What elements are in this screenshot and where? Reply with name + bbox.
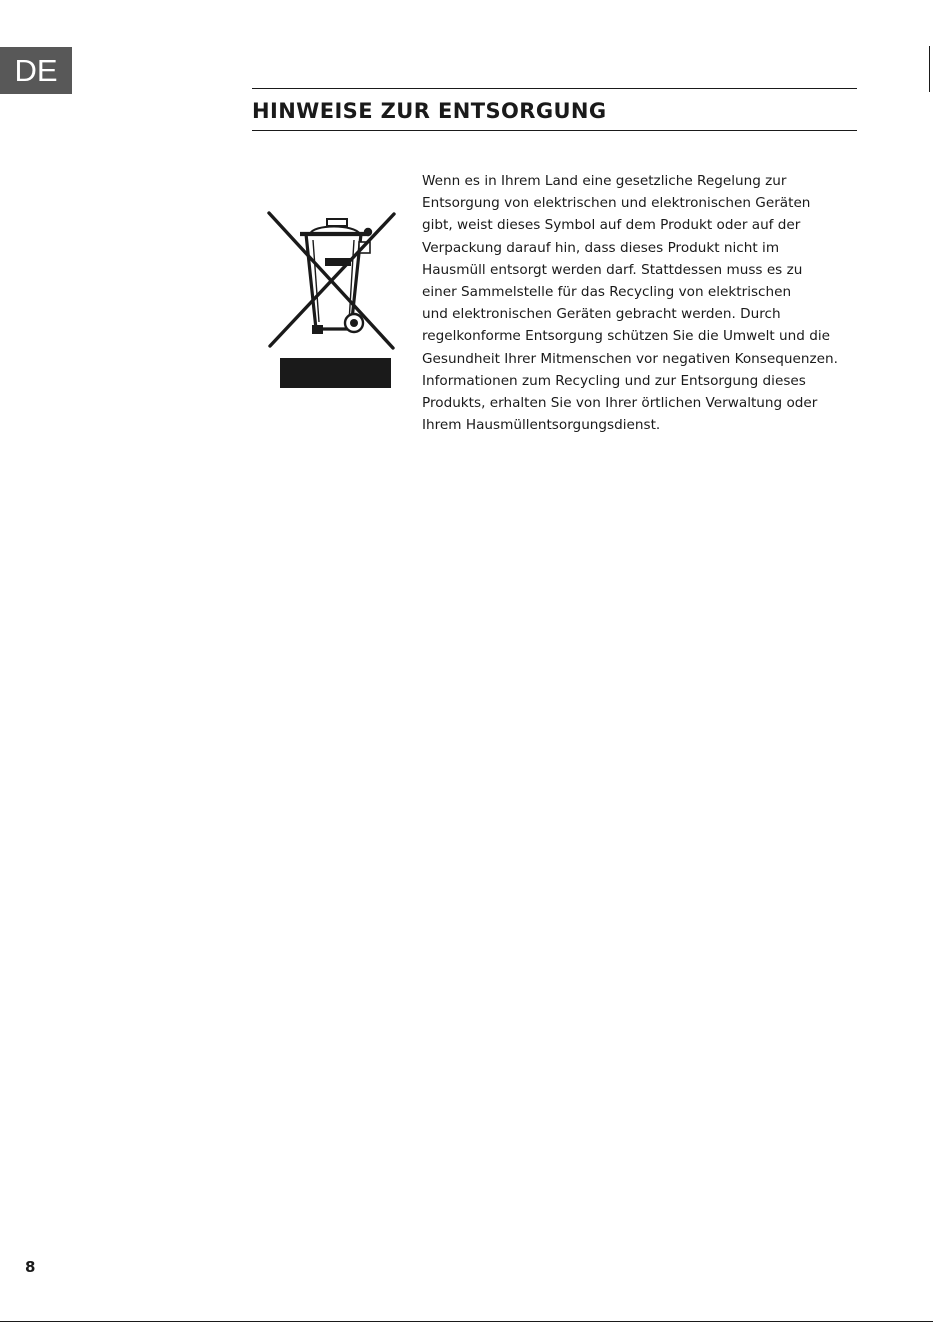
page-number: 8 [25, 1258, 36, 1276]
section-title: HINWEISE ZUR ENTSORGUNG [252, 99, 607, 123]
title-rule-top [252, 88, 857, 89]
text-line: Entsorgung von elektrischen und elektronischen Geräten [422, 195, 811, 212]
text-line: Gesundheit Ihrer Mitmenschen vor negativen Konsequenzen. [422, 350, 838, 367]
text-line: Ihrem Hausmüllentsorgungsdienst. [422, 417, 661, 434]
text-line: Verpackung darauf hin, dass dieses Produkt nicht im [422, 239, 780, 256]
text-line: Wenn es in Ihrem Land eine gesetzliche Regelung zur [422, 173, 787, 189]
text-line: einer Sammelstelle für das Recycling von elektrischen [422, 284, 792, 301]
text-line: regelkonforme Entsorgung schützen Sie die Umwelt und die [422, 328, 830, 345]
text-line: Informationen zum Recycling und zur Entsorgung dieses [422, 372, 806, 389]
text-line: Produkts, erhalten Sie von Ihrer örtlichen Verwaltung oder [422, 395, 818, 412]
language-tab: DE [0, 47, 72, 94]
text-line: Hausmüll entsorgt werden darf. Stattdessen muss es zu [422, 261, 803, 278]
title-rule-bottom [252, 130, 857, 131]
text-line: und elektronischen Geräten gebracht werden. Durch [422, 306, 781, 323]
disposal-notice-text [422, 170, 852, 436]
text-line: gibt, weist dieses Symbol auf dem Produkt oder auf der [422, 217, 801, 234]
edge-mark [929, 46, 930, 92]
footer-rule [0, 1321, 933, 1322]
crossed-out-wheelie-bin-icon [266, 210, 398, 390]
